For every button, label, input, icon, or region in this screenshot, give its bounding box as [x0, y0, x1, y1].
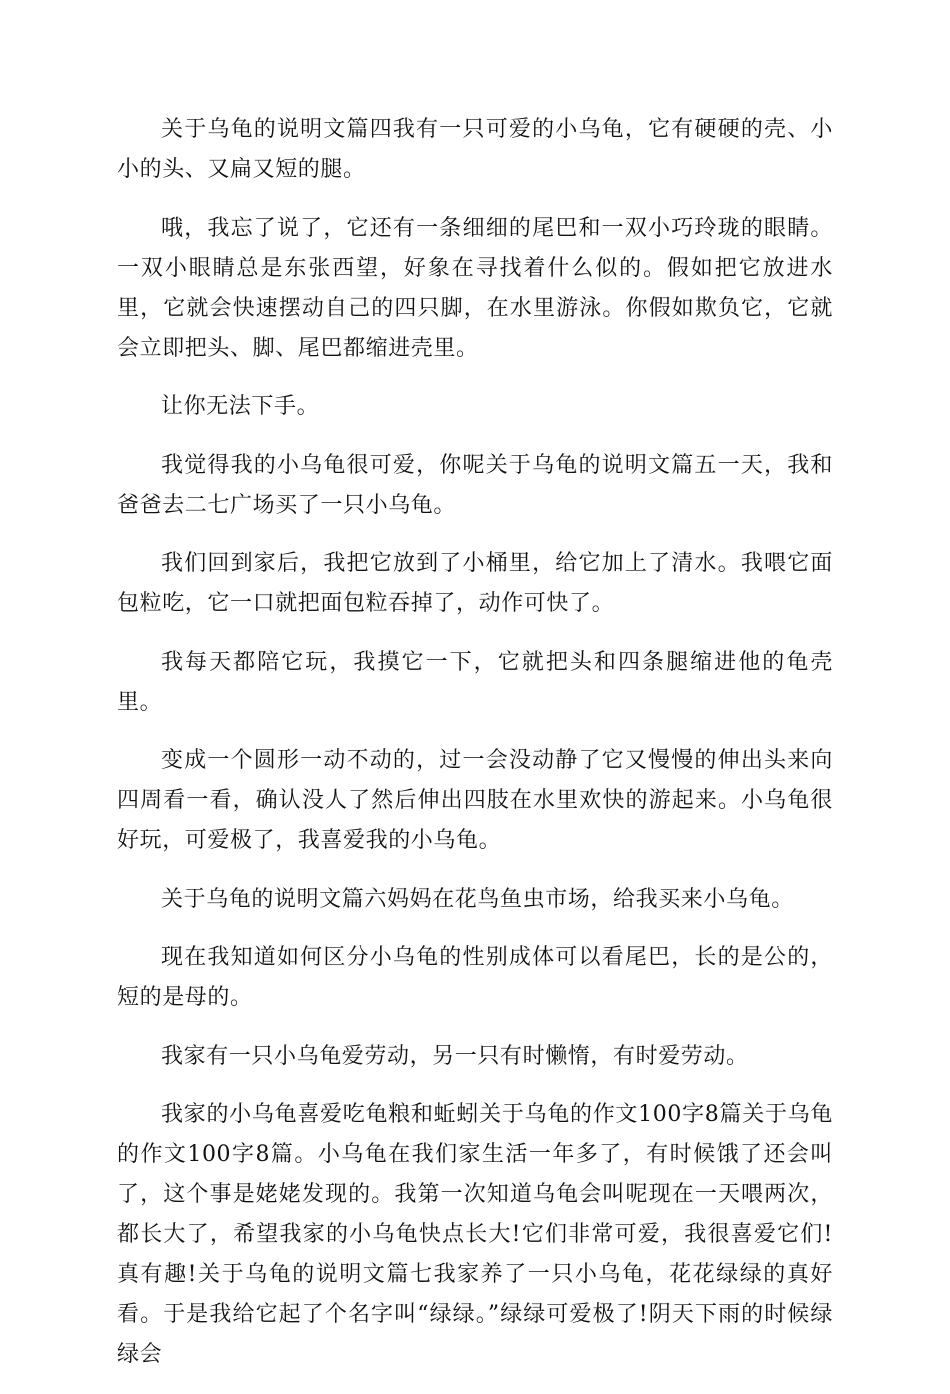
- paragraph-11: 我家的小乌龟喜爱吃龟粮和蚯蚓关于乌龟的作文100字8篇关于乌龟的作文100字8篇。小乌龟在我们家生活一年多了，有时候饿了还会叫了，这个事是姥姥发现的。我第一次知道乌龟会叫呢现在一天喂两次，都长大了，希望我家的小乌龟快点长大!它们非常可爱，我很喜爱它们!真有趣!关于乌龟的说明文篇七我家养了一只小乌龟，花花绿绿的真好看。于是我给它起了个名字叫“绿绿。”绿绿可爱极了!阴天下雨的时候绿绿会: [117, 1102, 833, 1367]
- paragraph-8: 关于乌龟的说明文篇六妈妈在花鸟鱼虫市场，给我买来小乌龟。: [161, 886, 794, 912]
- paragraph-10: 我家有一只小乌龟爱劳动，另一只有时懒惰，有时爱劳动。: [161, 1043, 749, 1069]
- paragraph-1: 关于乌龟的说明文篇四我有一只可爱的小乌龟，它有硬硬的壳、小小的头、又扁又短的腿。: [117, 117, 833, 182]
- paragraph-4: 我觉得我的小乌龟很可爱，你呢关于乌龟的说明文篇五一天，我和爸爸去二七广场买了一只小乌龟。: [117, 452, 833, 518]
- paragraph-5: 我们回到家后，我把它放到了小桶里，给它加上了清水。我喂它面包粒吃，它一口就把面包粒吞掉了，动作可快了。: [117, 551, 833, 616]
- paragraph-7: 变成一个圆形一动不动的，过一会没动静了它又慢慢的伸出头来向四周看一看，确认没人了然后伸出四肢在水里欢快的游起来。小乌龟很好玩，可爱极了，我喜爱我的小乌龟。: [117, 748, 833, 853]
- paragraph-3: 让你无法下手。: [161, 394, 320, 419]
- paragraph-9: 现在我知道如何区分小乌龟的性别成体可以看尾巴，长的是公的，短的是母的。: [117, 945, 833, 1010]
- paragraph-6: 我每天都陪它玩，我摸它一下，它就把头和四条腿缩进他的龟壳里。: [117, 649, 833, 715]
- paragraph-2: 哦，我忘了说了，它还有一条细细的尾巴和一双小巧玲珑的眼睛。一双小眼睛总是东张西望，好象在寻找着什么似的。假如把它放进水里，它就会快速摆动自己的四只脚，在水里游泳。你假如欺负它，它就会立即把头、脚、尾巴都缩进壳里。: [117, 215, 833, 361]
- document-body: [117, 110, 833, 1394]
